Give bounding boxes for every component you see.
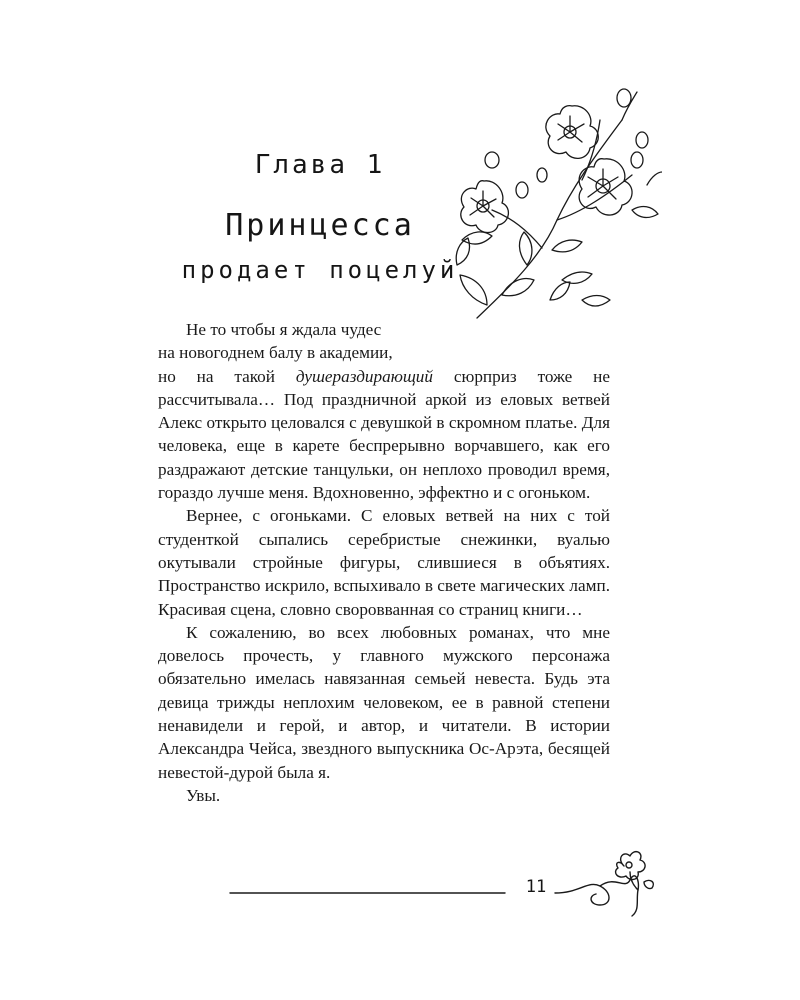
page-number: 11 <box>525 877 547 897</box>
wild-rose-branch-icon <box>432 80 662 330</box>
paragraph-1-line-1: Не то чтобы я ждала чудес <box>186 320 382 339</box>
paragraph-1-text-a: но на такой <box>158 366 296 386</box>
flower-vine-icon <box>220 850 690 930</box>
paragraph-1-rest <box>158 365 610 505</box>
paragraph-1-emphasis: душераздирающий <box>295 366 433 386</box>
chapter-subtitle: продает поцелуй <box>181 256 459 284</box>
paragraph-1-text-b: сюрприз тоже не рассчитывала… Под праздничной аркой из еловых ветвей Алекс открыто целовался с девушкой в скромном платье. Для человека, еще в карете беспрерывно ворчавшего, как его раздражают детские танцульки, он неплохо проводил время, гораздо лучше меня. Вдохновенно, эффектно и с огоньком. <box>158 366 610 503</box>
paragraph-3: К сожалению, во всех любовных романах, что мне довелось прочесть, у главного мужского персонажа обязательно имелась навязанная семьей невеста. Будь эта девица трижды неплохим человеком, ее в равной степени ненавидели и герой, и автор, и читатели. В истории Александра Чейса, звездного выпускника Ос-Арэта, бесящей невестой-дурой была я. <box>158 622 610 782</box>
body-text <box>158 318 610 807</box>
chapter-title: Принцесса <box>225 208 415 243</box>
paragraph-2: Вернее, с огоньками. С еловых ветвей на них с той студенткой сыпались серебристые снежинки, вуалью окутывали стройные фигуры, слившиеся в объятиях. Пространство искрило, вспыхивало в свете магических ламп. Красивая сцена, словно своровванная со страниц книги… <box>158 506 610 619</box>
paragraph-1-line-2: на новогоднем балу в академии, <box>158 343 393 363</box>
chapter-label: Глава 1 <box>254 150 386 180</box>
paragraph-4: Увы. <box>186 785 221 805</box>
